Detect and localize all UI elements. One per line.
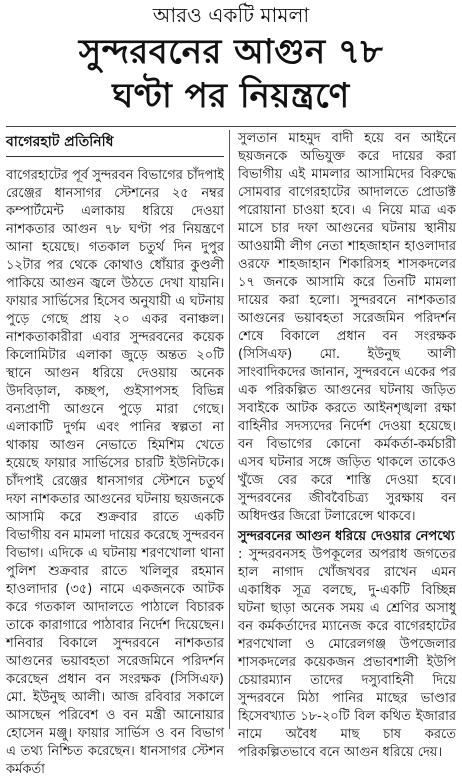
header-rule [6,126,456,127]
column-divider [229,130,230,729]
body-text-left: বাগেরহাটের পূর্ব সুন্দরবন বিভাগের চাঁদপাই রেঞ্জের ধানসাগর স্টেশনের ২৫ নম্বর কম্পার্টমেন্ট এলাকায় ধরিয়ে দেওয়া নাশকতার আগুন ৭৮ ঘণ্টা পর নিয়ন্ত্রণে আনা হয়েছে। গতকাল চতুর্থ দিন দুপুর ১২টার পর থেকে কোথাও ধোঁয়ার কুণ্ডলী পাকিয়ে আগুন জ্বলে উঠতে দেখা যায়নি। ফায়ার সার্ভিসের হিসেব অনুযায়ী এ ঘটনায় পুড়ে গেছে প্রায় ২০ একর বনাঞ্চল। নাশকতাকারীরা এবার সুন্দরবনের কয়েক কিলোমিটার এলাকা জুড়ে অন্তত ২০টি স্থানে আগুন ধরিয়ে দেওয়ায় অনেক উদবিড়াল, কচ্ছপ, গুইসাপসহ বিভিন্ন বন্যপ্রাণী আগুনে পুড়ে মারা গেছে। এলাকাটি দুর্গম এবং পানির স্বল্পতা না থাকায় আগুন নেভাতে হিমশিম খেতে হয়েছে ফায়ার সার্ভিসের চারটি ইউনিটকে। চাঁদপাই রেঞ্জের ধানসাগর স্টেশনে চতুর্থ দফা নাশকতার আগুনের ঘটনায় ছয়জনকে আসামি করে শুক্রবার রাতে একটি বিভাগীয় বন মামলা দায়ের করেছে সুন্দরবন বিভাগ। এদিকে এ ঘটনায় শরণখোলা থানা পুলিশ শুক্রবার রাতে খলিলুর রহমান হাওলাদার (৩৫) নামে একজনকে আটক করে গতকাল আদালতে পাঠালে বিচারক তাকে কারাগারে পাঠাবার নির্দেশ দিয়েছেন। শনিবার বিকালে সুন্দরবনে নাশকতার আগুনের ভয়াবহতা সরেজমিনে পরিদর্শন করেছেন প্রধান বন সংরক্ষক (সিসিএফ) মো. ইউনুছ আলী। আজ রবিবার সকালে আসছেন পরিবেশ ও বন মন্ত্রী আনোয়ার হোসেন মঞ্জু। ফায়ার সার্ভিস ও বন বিভাগ এ তথ্য নিশ্চিত করেছেন। ধানসাগর স্টেশন কর্মকর্তা [6,168,224,777]
subheading: সুন্দরবনের আগুন ধরিয়ে দেওয়ার নেপথ্যে [238,529,455,544]
headline-line-2: ঘণ্টা পর নিয়ন্ত্রণে [112,76,350,116]
right-column [238,130,456,762]
byline-rule [6,156,224,157]
left-column [6,130,224,779]
kicker: আরও একটি মামলা [152,3,310,27]
body-text-right: সুলতান মাহমুদ বাদী হয়ে বন আইনে ছয়জনকে অভিযুক্ত করে দায়ের করা বিভাগীয় এই মামলার আসামিদের বিরুদ্ধে সোমবার বাগেরহাটের আদালতে প্রোডাক্ট পরোয়ানা চাওয়া হবে। এ নিয়ে মাত্র এক মাসে চার দফা আগুনের ঘটনায় স্থানীয় আওয়ামী লীগ নেতা শাহজাহান হাওলাদার ওরফে শাহজাহান শিকারিসহ শাসকদলের ১৭ জনকে আসামি করে তিনটি মামলা দায়ের করা হলো। সুন্দরবনে নাশকতার আগুনের ভয়াবহতা সরেজমিন পরিদর্শন শেষে বিকালে প্রধান বন সংরক্ষক (সিসিএফ) মো. ইউনুছ আলী সাংবাদিকদের জানান, সুন্দরবনে একের পর এক পরিকল্পিত আগুনের ঘটনায় জড়িত সবাইকে আটক করতে আইনশৃঙ্খলা রক্ষা বাহিনীর সদস্যদের নির্দেশ দেওয়া হয়েছে। বন বিভাগের কোনো কর্মকর্তা-কর্মচারী এসব ঘটনার সঙ্গে জড়িত থাকলে তাকেও খুঁজে বের করে শাস্তি দেওয়া হবে। সুন্দরবনের জীববৈচিত্র্য সুরক্ষায় বন অধিদপ্তর জিরো টলারেন্সে থাকবে। [238,131,456,524]
headline-line-1: সুন্দরবনের আগুন ৭৮ [78,32,384,72]
byline: বাগেরহাট প্রতিনিধি [6,134,114,150]
headline [0,30,462,118]
body-text-right-2: : সুন্দরবনসহ উপকূলের অপরাধ জগতের হাল নাগাদ খোঁজখবর রাখেন এমন একাধিক সূত্র বলছে, দু-একটি বিচ্ছিন্ন ঘটনা ছাড়া অনেক সময় এ শ্রেণির অসাধু বন কর্মকর্তাদের ম্যানেজ করে বাগেরহাটের শরণখোলা ও মোরেলগঞ্জ উপজেলার শাসকদলের কয়েকজন প্রভাবশালী ইউপি চেয়ারম্যান তাদের দস্যুবাহিনী দিয়ে সুন্দরবনে মিঠা পানির মাছের ভাণ্ডার হিসেবখ্যাত ১৮-২০টি বিল কথিত ইজারার নামে অবৈধ মাছ চাষ করতে পরিকল্পিতভাবে বনে আগুন ধরিয়ে দেয়। [238,547,456,760]
